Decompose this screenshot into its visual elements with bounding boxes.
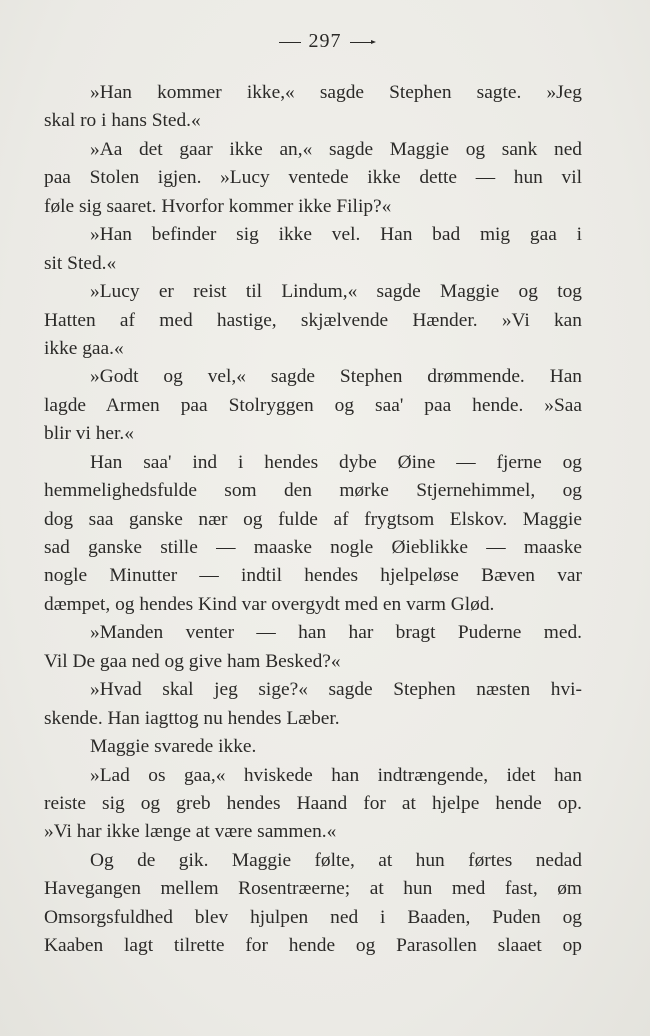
text-line: føle sig saaret. Hvorfor kommer ikke Filip?« [44, 195, 392, 217]
text-line: lagde Armen paa Stolryggen og saa' paa hende. »Saa [44, 394, 582, 416]
text-line: Og de gik. Maggie følte, at hun førtes nedad [90, 849, 582, 871]
text-line: Havegangen mellem Rosentræerne; at hun med fast, øm [44, 878, 582, 900]
text-line: »Han kommer ikke,« sagde Stephen sagte. »Jeg [90, 82, 582, 103]
text-line: Han saa' ind i hendes dybe Øine — fjerne og [90, 451, 582, 473]
text-line: sit Sted.« [44, 252, 117, 274]
text-line: »Vi har ikke længe at være sammen.« [44, 821, 337, 843]
text-line: »Hvad skal jeg sige?« sagde Stephen næsten hvi- [90, 679, 582, 701]
text-line: dog saa ganske nær og fulde af frygtsom Elskov. Maggie [44, 508, 582, 530]
text-line: sad ganske stille — maaske nogle Øieblikke — maaske [44, 537, 582, 558]
body-text [44, 79, 582, 961]
text-line: dæmpet, og hendes Kind var overgydt med en varm Glød. [44, 593, 495, 615]
text-line: skende. Han iagttog nu hendes Læber. [44, 707, 340, 729]
text-line: Omsorgsfuldhed blev hjulpen ned i Baaden, Puden og [44, 906, 582, 928]
text-line: hemmelighedsfulde som den mørke Stjernehimmel, og [44, 480, 582, 502]
header-dash-left [279, 42, 301, 43]
text-line: nogle Minutter — indtil hendes hjelpeløse Bæven var [44, 565, 582, 587]
page-header [0, 30, 650, 53]
page-number: 297 [308, 30, 342, 52]
text-line: Kaaben lagt tilrette for hende og Parasollen slaaet op [44, 935, 582, 957]
text-line: »Godt og vel,« sagde Stephen drømmende. Han [90, 366, 582, 388]
text-line: »Han befinder sig ikke vel. Han bad mig gaa i [90, 224, 582, 246]
text-line: paa Stolen igjen. »Lucy ventede ikke dette — hun vil [44, 167, 582, 189]
text-line: Maggie svarede ikke. [90, 736, 257, 758]
text-line: »Manden venter — han har bragt Puderne med. [90, 622, 582, 644]
text-line: ikke gaa.« [44, 337, 124, 359]
text-line: »Lad os gaa,« hviskede han indtrængende, idet han [90, 764, 582, 786]
text-line: reiste sig og greb hendes Haand for at hjelpe hende op. [44, 792, 582, 814]
text-line: »Aa det gaar ikke an,« sagde Maggie og sank ned [90, 138, 582, 160]
text-line: blir vi her.« [44, 423, 134, 445]
text-line: »Lucy er reist til Lindum,« sagde Maggie og tog [90, 281, 582, 303]
text-line: Vil De gaa ned og give ham Besked?« [44, 650, 341, 672]
text-line: Hatten af med hastige, skjælvende Hænder. »Vi kan [44, 309, 582, 331]
header-dash-right [350, 42, 372, 43]
text-line: skal ro i hans Sted.« [44, 110, 201, 132]
